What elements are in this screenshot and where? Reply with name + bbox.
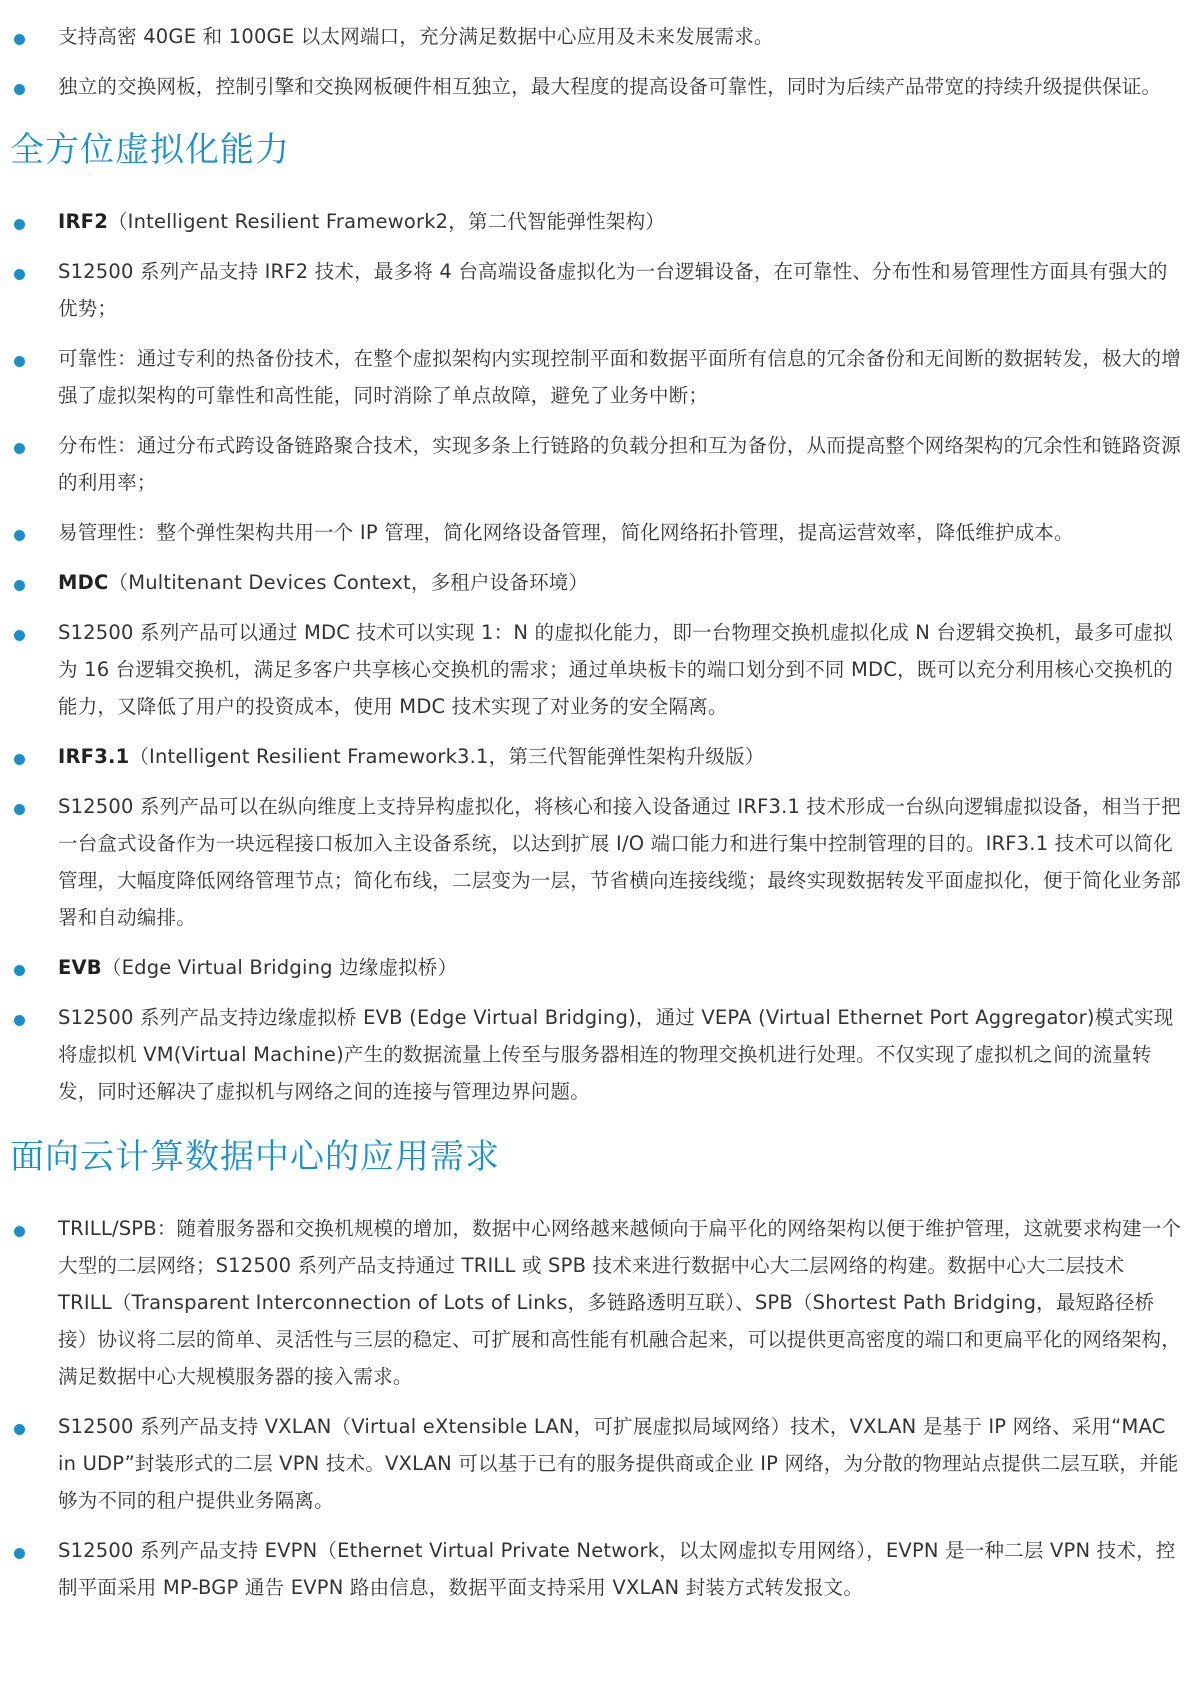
item-text: 易管理性：整个弹性架构共用一个 IP 管理，简化网络设备管理，简化网络拓扑管理，提高运营效率，降低维护成本。: [58, 521, 1074, 544]
list-item: [10, 68, 1182, 105]
bullet-icon: [14, 804, 25, 815]
cloud-datacenter-list: [10, 1210, 1182, 1606]
bullet-icon: [14, 530, 25, 541]
list-item: [10, 614, 1182, 725]
list-item: [10, 738, 1182, 775]
item-text: S12500 系列产品支持 EVPN（Ethernet Virtual Private Network，以太网虚拟专用网络），EVPN 是一种二层 VPN 技术，控制平面采用 MP-BGP 通告 EVPN 路由信息，数据平面支持采用 VXLAN 封装方式转发报文。: [58, 1539, 1176, 1599]
bullet-icon: [14, 1015, 25, 1026]
bullet-icon: [14, 1424, 25, 1435]
item-text: S12500 系列产品支持 IRF2 技术，最多将 4 台高端设备虚拟化为一台逻辑设备，在可靠性、分布性和易管理性方面具有强大的优势；: [58, 260, 1168, 320]
list-item: [10, 427, 1182, 501]
intro-list: [10, 0, 1182, 105]
list-item: [10, 788, 1182, 936]
bullet-icon: [14, 269, 25, 280]
bullet-icon: [14, 754, 25, 765]
section-heading: 全方位虚拟化能力: [10, 130, 290, 170]
list-item: [10, 340, 1182, 414]
bullet-icon: [14, 34, 25, 45]
bullet-icon: [14, 580, 25, 591]
item-term: EVB: [58, 956, 102, 979]
item-text: S12500 系列产品支持边缘虚拟桥 EVB (Edge Virtual Bridging)，通过 VEPA (Virtual Ethernet Port Aggregator)模式实现将虚拟机 VM(Virtual Machine)产生的数据流量上传至与服务器相连的物理交换机进行处理。不仅实现了虚拟机之间的流量转发，同时还解决了虚拟机与网络之间的连接与管理边界问题。: [58, 1006, 1174, 1103]
item-text: （Intelligent Resilient Framework2，第二代智能弹性架构）: [107, 210, 665, 233]
bullet-icon: [14, 1226, 25, 1237]
bullet-icon: [14, 443, 25, 454]
bullet-icon: [14, 219, 25, 230]
section-heading: 面向云计算数据中心的应用需求: [10, 1137, 500, 1177]
item-text: 可靠性：通过专利的热备份技术，在整个虚拟架构内实现控制平面和数据平面所有信息的冗余备份和无间断的数据转发，极大的增强了虚拟架构的可靠性和高性能，同时消除了单点故障，避免了业务中断；: [58, 347, 1181, 407]
item-term: MDC: [58, 571, 109, 594]
item-text: TRILL/SPB：随着服务器和交换机规模的增加，数据中心网络越来越倾向于扁平化的网络架构以便于维护管理，这就要求构建一个大型的二层网络；S12500 系列产品支持通过 TRILL 或 SPB 技术来进行数据中心大二层网络的构建。数据中心大二层技术 TRILL（Transparent Interconnection of Lots of Links，多链路透明互联）、SPB（Shortest Path Bridging，最短路径桥接）协议将二层的简单、灵活性与三层的稳定、可扩展和高性能有机融合起来，可以提供更高密度的端口和更扁平化的网络架构，满足数据中心大规模服务器的接入需求。: [58, 1217, 1182, 1388]
list-item: [10, 564, 1182, 601]
item-text: （Intelligent Resilient Framework3.1，第三代智能弹性架构升级版）: [129, 745, 765, 768]
item-text: （Multitenant Devices Context，多租户设备环境）: [108, 571, 589, 594]
item-text: S12500 系列产品支持 VXLAN（Virtual eXtensible LAN，可扩展虚拟局域网络）技术，VXLAN 是基于 IP 网络、采用“MAC in UDP”封装形式的二层 VPN 技术。VXLAN 可以基于已有的服务提供商或企业 IP 网络，为分散的物理站点提供二层互联，并能够为不同的租户提供业务隔离。: [58, 1415, 1179, 1512]
bullet-icon: [14, 84, 25, 95]
bullet-icon: [14, 965, 25, 976]
list-item: [10, 1408, 1182, 1519]
item-term: IRF3.1: [58, 745, 130, 768]
bullet-icon: [14, 1548, 25, 1559]
item-text: S12500 系列产品可以在纵向维度上支持异构虚拟化，将核心和接入设备通过 IRF3.1 技术形成一台纵向逻辑虚拟设备，相当于把一台盒式设备作为一块远程接口板加入主设备系统，以达到扩展 I/O 端口能力和进行集中控制管理的目的。IRF3.1 技术可以简化管理，大幅度降低网络管理节点；简化布线，二层变为一层，节省横向连接线缆；最终实现数据转发平面虚拟化，便于简化业务部署和自动编排。: [58, 795, 1181, 929]
list-item: [10, 514, 1182, 551]
list-item: [10, 203, 1182, 240]
item-text: （Edge Virtual Bridging 边缘虚拟桥）: [101, 956, 458, 979]
list-item: [10, 253, 1182, 327]
list-item: [10, 1210, 1182, 1395]
item-term: IRF2: [58, 210, 108, 233]
bullet-icon: [14, 356, 25, 367]
item-text: 独立的交换网板，控制引擎和交换网板硬件相互独立，最大程度的提高设备可靠性，同时为后续产品带宽的持续升级提供保证。: [58, 75, 1162, 98]
item-text: 支持高密 40GE 和 100GE 以太网端口，充分满足数据中心应用及未来发展需求。: [58, 25, 774, 48]
list-item: [10, 1532, 1182, 1606]
list-item: [10, 949, 1182, 986]
item-text: S12500 系列产品可以通过 MDC 技术可以实现 1：N 的虚拟化能力，即一台物理交换机虚拟化成 N 台逻辑交换机，最多可虚拟为 16 台逻辑交换机，满足多客户共享核心交换机的需求；通过单块板卡的端口划分到不同 MDC，既可以充分利用核心交换机的能力，又降低了用户的投资成本，使用 MDC 技术实现了对业务的安全隔离。: [58, 621, 1173, 718]
list-item: [10, 999, 1182, 1110]
item-text: 分布性：通过分布式跨设备链路聚合技术，实现多条上行链路的负载分担和互为备份，从而提高整个网络架构的冗余性和链路资源的利用率；: [58, 434, 1181, 494]
list-item: [10, 18, 1182, 55]
bullet-icon: [14, 630, 25, 641]
virtualization-list: [10, 203, 1182, 1110]
